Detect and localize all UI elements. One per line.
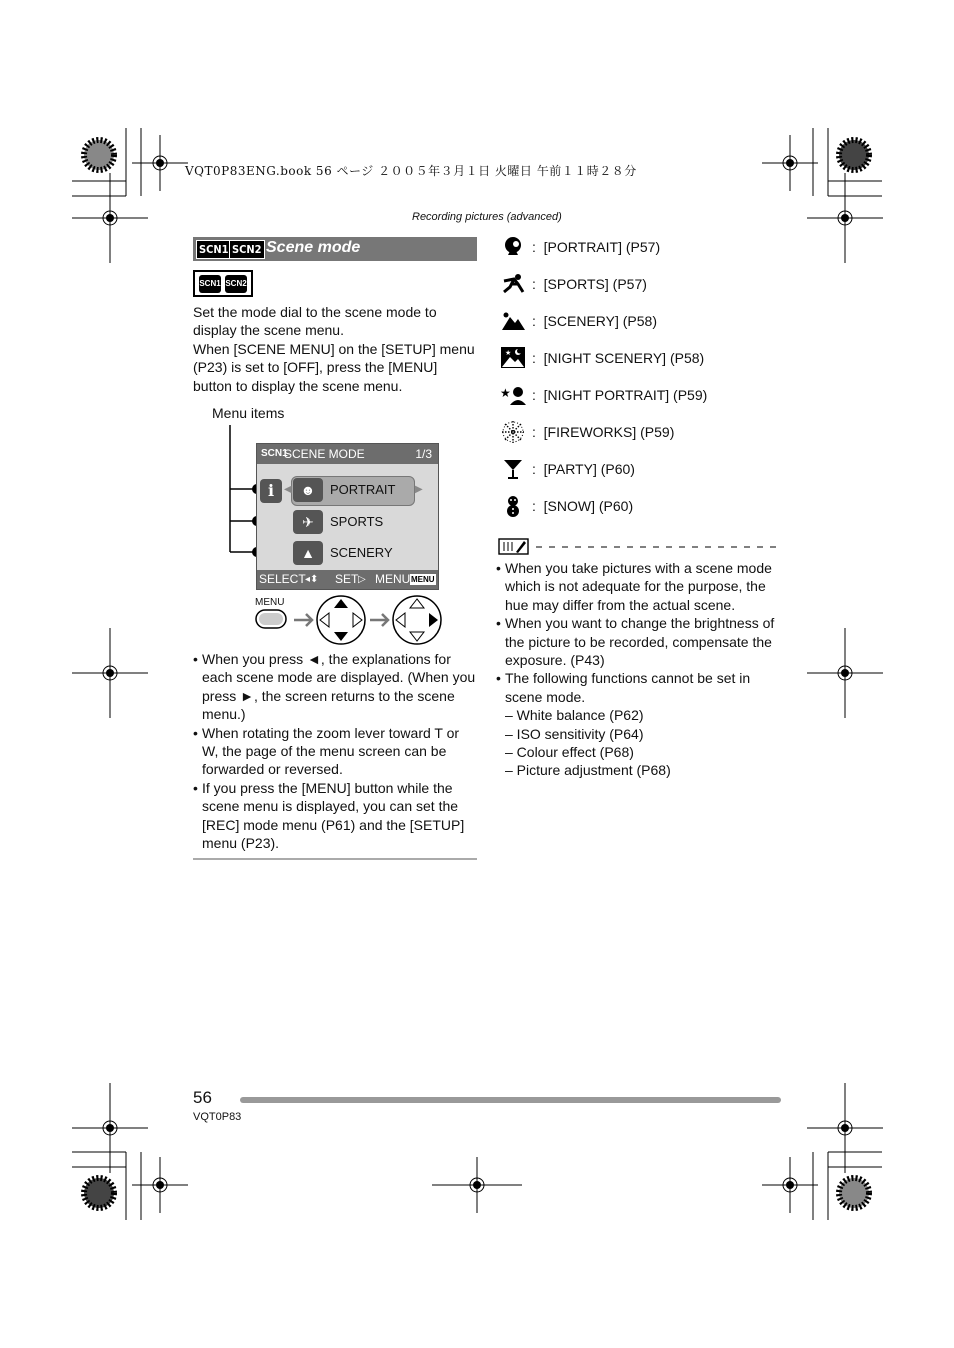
note-bullet: • When you take pictures with a scene mode which is not adequate for the purpose, the hue may differ from the actual scene. [496, 559, 786, 614]
lcd-updown-icon: ◂⬍ [305, 574, 319, 585]
mode-dial-icon-box [193, 270, 253, 297]
note-sub-item: – ISO sensitivity (P64) [505, 725, 644, 742]
bullet-item: • If you press the [MENU] button while the scene menu is displayed, you can set the [REC] mode menu (P61) and the [SETUP] menu (P23). [193, 779, 478, 853]
scene-label: [FIREWORKS] (P59) [543, 424, 675, 440]
scenery-icon [500, 309, 526, 333]
lcd-footer-bar [257, 570, 438, 589]
portrait-icon [500, 235, 526, 259]
scene-label: [SNOW] (P60) [543, 498, 634, 514]
note-icon [498, 538, 530, 556]
sports-icon [500, 272, 526, 296]
lcd-row-label: PORTRAIT [330, 482, 396, 497]
bullet-item: • When rotating the zoom lever toward T or W, the page of the menu screen can be forwarded or reversed. [193, 724, 478, 779]
section-title: Scene mode [266, 239, 361, 256]
scene-item-text [532, 421, 674, 443]
lcd-row-sports[interactable] [293, 510, 413, 534]
note-bullet: • The following functions cannot be set in scene mode. [496, 669, 786, 706]
section-heading-bar [193, 237, 477, 261]
lcd-sports-icon: ✈ [293, 510, 323, 534]
fireworks-icon [500, 420, 526, 444]
lcd-menu-label: MENU [375, 572, 411, 586]
section-end-rule [193, 858, 477, 860]
colon-sep: : [532, 498, 536, 514]
scene-label: [NIGHT PORTRAIT] (P59) [543, 387, 708, 403]
page-number: 56 [193, 1088, 212, 1107]
menu-items-label: Menu items [212, 405, 285, 421]
colon-sep: : [532, 313, 536, 329]
scn1-badge: SCN1 [196, 240, 232, 259]
scene-item-text [532, 310, 657, 332]
intro-text [193, 303, 478, 395]
lcd-right-arrow-icon: ▶ [415, 484, 423, 495]
colon-sep: : [532, 424, 536, 440]
party-icon [500, 457, 526, 481]
scene-label: [NIGHT SCENERY] (P58) [543, 350, 705, 366]
lcd-menu-badge: MENU [411, 575, 435, 584]
colon-sep: : [532, 387, 536, 403]
note-sub-item: – Colour effect (P68) [505, 744, 634, 761]
info-icon: i [260, 479, 282, 503]
menu-button-caption: MENU [255, 597, 285, 608]
lcd-title-bar [257, 444, 438, 464]
scene-item-text [532, 495, 633, 517]
scn2-mode-icon: SCN2 [225, 275, 247, 293]
bullet-item: • When you press ◄, the explanations for each scene mode are displayed. (When you press ►, the screen returns to the scene menu.) [193, 650, 478, 724]
snow-icon [500, 494, 526, 518]
intro-line-1: Set the mode dial to the scene mode to display the scene menu. [193, 304, 437, 339]
file-header: VQT0P83ENG.book 56 ページ ２００５年３月１日 火曜日 午前１１時２８分 [185, 164, 637, 178]
notes-list [496, 559, 786, 780]
note-dashed-rule [536, 544, 782, 550]
note-sub-item: – Picture adjustment (P68) [505, 762, 671, 779]
scn2-badge: SCN2 [229, 240, 265, 259]
scene-item-text [532, 236, 660, 258]
lcd-row-portrait[interactable] [293, 478, 413, 502]
intro-line-2: When [SCENE MENU] on the [SETUP] menu (P23) is set to [OFF], press the [MENU] button to display the scene menu. [193, 340, 475, 394]
svg-text:★: ★ [505, 350, 512, 357]
scn1-mode-icon: SCN1 [199, 275, 221, 293]
lcd-scn1-badge: SCN1 [261, 448, 288, 459]
colon-sep: : [532, 276, 536, 292]
footer-bar [240, 1097, 781, 1103]
lcd-scene-menu [256, 443, 439, 590]
lcd-row-label: SCENERY [330, 545, 393, 560]
scene-label: [SCENERY] (P58) [543, 313, 658, 329]
note-bullet: • When you want to change the brightness of the picture to be recorded, compensate the exposure. (P43) [496, 614, 786, 669]
left-bullet-list [193, 650, 478, 852]
colon-sep: : [532, 461, 536, 477]
scene-label: [SPORTS] (P57) [543, 276, 647, 292]
scene-item-text [532, 384, 707, 406]
lcd-row-scenery[interactable] [293, 541, 413, 565]
running-head: Recording pictures (advanced) [412, 211, 562, 223]
lcd-page-indicator: 1/3 [415, 447, 432, 461]
note-sub-item: – White balance (P62) [505, 707, 644, 724]
lcd-title: SCENE MODE [284, 447, 365, 461]
lcd-set-arrow-icon: ▷ [358, 574, 366, 585]
svg-text:★: ★ [500, 386, 511, 400]
scene-item-text [532, 347, 704, 369]
night-scenery-icon [500, 346, 526, 370]
colon-sep: : [532, 239, 536, 255]
lcd-row-label: SPORTS [330, 514, 384, 529]
night-portrait-icon [500, 383, 526, 407]
lcd-select-label: SELECT [259, 572, 306, 586]
lcd-set-label: SET [335, 572, 359, 586]
scene-item-text [532, 458, 635, 480]
button-sequence-diagram [254, 594, 444, 646]
lcd-scenery-icon: ▲ [293, 541, 323, 565]
lcd-portrait-icon: ☻ [293, 478, 323, 502]
lcd-left-arrow-icon: ◀ [284, 484, 292, 495]
scene-item-text [532, 273, 647, 295]
scene-label: [PARTY] (P60) [543, 461, 635, 477]
scene-label: [PORTRAIT] (P57) [543, 239, 661, 255]
document-code: VQT0P83 [193, 1111, 242, 1123]
colon-sep: : [532, 350, 536, 366]
